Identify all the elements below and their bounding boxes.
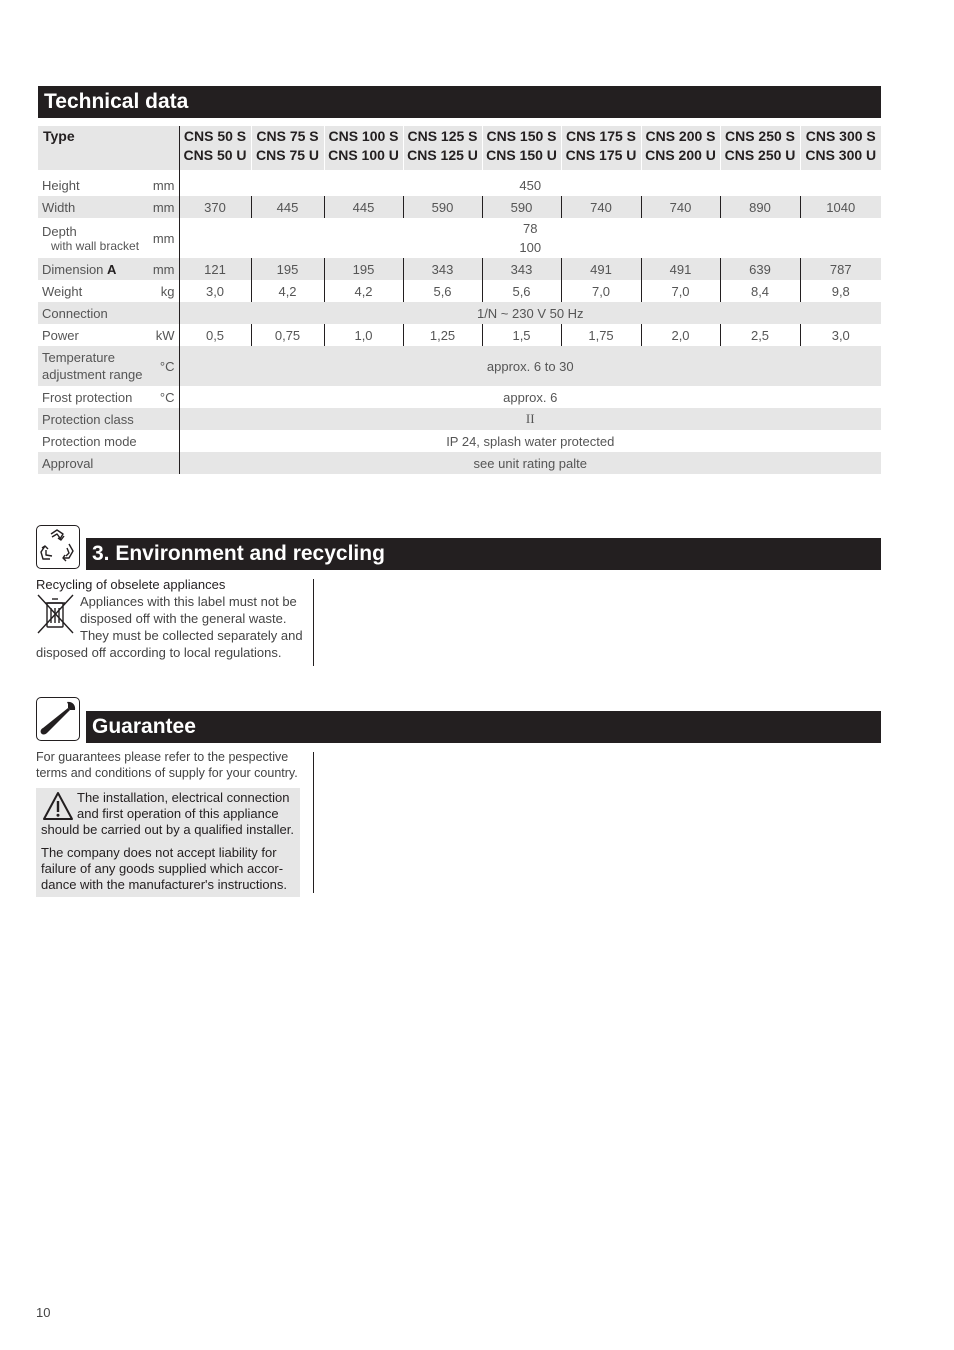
- type-header: Type: [38, 126, 179, 170]
- column-divider: [313, 752, 314, 893]
- dimension-row: Dimension A mm 121 195 195 343 343 491 491 639 787: [38, 258, 881, 280]
- recycling-heading: Recycling of obselete appliances: [36, 577, 226, 592]
- model-header: CNS 100 S CNS 100 U: [324, 126, 403, 170]
- model-header: CNS 50 S CNS 50 U: [179, 126, 251, 170]
- technical-data-table: [38, 126, 881, 474]
- recycling-body: Appliances with this label must not be disposed off with the general waste. They must be collected separately and disposed off according to local regulations.: [36, 594, 303, 660]
- approval-row: Approval see unit rating palte: [38, 452, 881, 474]
- page-number: 10: [36, 1305, 51, 1320]
- model-header: CNS 150 S CNS 150 U: [482, 126, 561, 170]
- recycling-text: [36, 576, 304, 661]
- model-header: CNS 300 S CNS 300 U: [800, 126, 881, 170]
- crossed-bin-icon: [36, 593, 76, 637]
- depth-row: Depth with wall bracket mm 78 100: [38, 218, 881, 258]
- guarantee-title: Guarantee: [86, 711, 881, 743]
- model-header: CNS 200 S CNS 200 U: [641, 126, 720, 170]
- model-header: CNS 250 S CNS 250 U: [720, 126, 800, 170]
- guarantee-text: For guarantees please refer to the pespective terms and conditions of supply for your country.: [36, 750, 298, 780]
- warning-box: [36, 788, 300, 897]
- warning-icon: [41, 790, 75, 822]
- wrench-icon: [36, 697, 80, 741]
- protection-class-row: Protection class II: [38, 408, 881, 430]
- protection-mode-row: Protection mode IP 24, splash water protected: [38, 430, 881, 452]
- weight-row: Weight kg 3,0 4,2 4,2 5,6 5,6 7,0 7,0 8,4 9,8: [38, 280, 881, 302]
- warning-text: The installation, electrical connection and first operation of this appliance should be carried out by a qualified installer.: [41, 790, 294, 837]
- environment-title: 3. Environment and recycling: [86, 538, 881, 570]
- temperature-row: Temperature adjustment range °C approx. 6 to 30: [38, 346, 881, 386]
- liability-text: The company does not accept liability for failure of any goods supplied which accor-dance with the manufacturer's instructions.: [41, 845, 287, 892]
- recycling-icon: [36, 525, 80, 569]
- width-row: Width mm 370 445 445 590 590 740 740 890 1040: [38, 196, 881, 218]
- frost-row: Frost protection °C approx. 6: [38, 386, 881, 408]
- model-header: CNS 75 S CNS 75 U: [251, 126, 324, 170]
- type-header-row: [38, 126, 881, 170]
- model-header: CNS 175 S CNS 175 U: [561, 126, 641, 170]
- power-row: Power kW 0,5 0,75 1,0 1,25 1,5 1,75 2,0 2,5 3,0: [38, 324, 881, 346]
- column-divider: [313, 579, 314, 666]
- technical-data-title: Technical data: [38, 86, 881, 118]
- height-row: Height mm 450: [38, 174, 881, 196]
- connection-row: Connection 1/N ~ 230 V 50 Hz: [38, 302, 881, 324]
- model-header: CNS 125 S CNS 125 U: [403, 126, 482, 170]
